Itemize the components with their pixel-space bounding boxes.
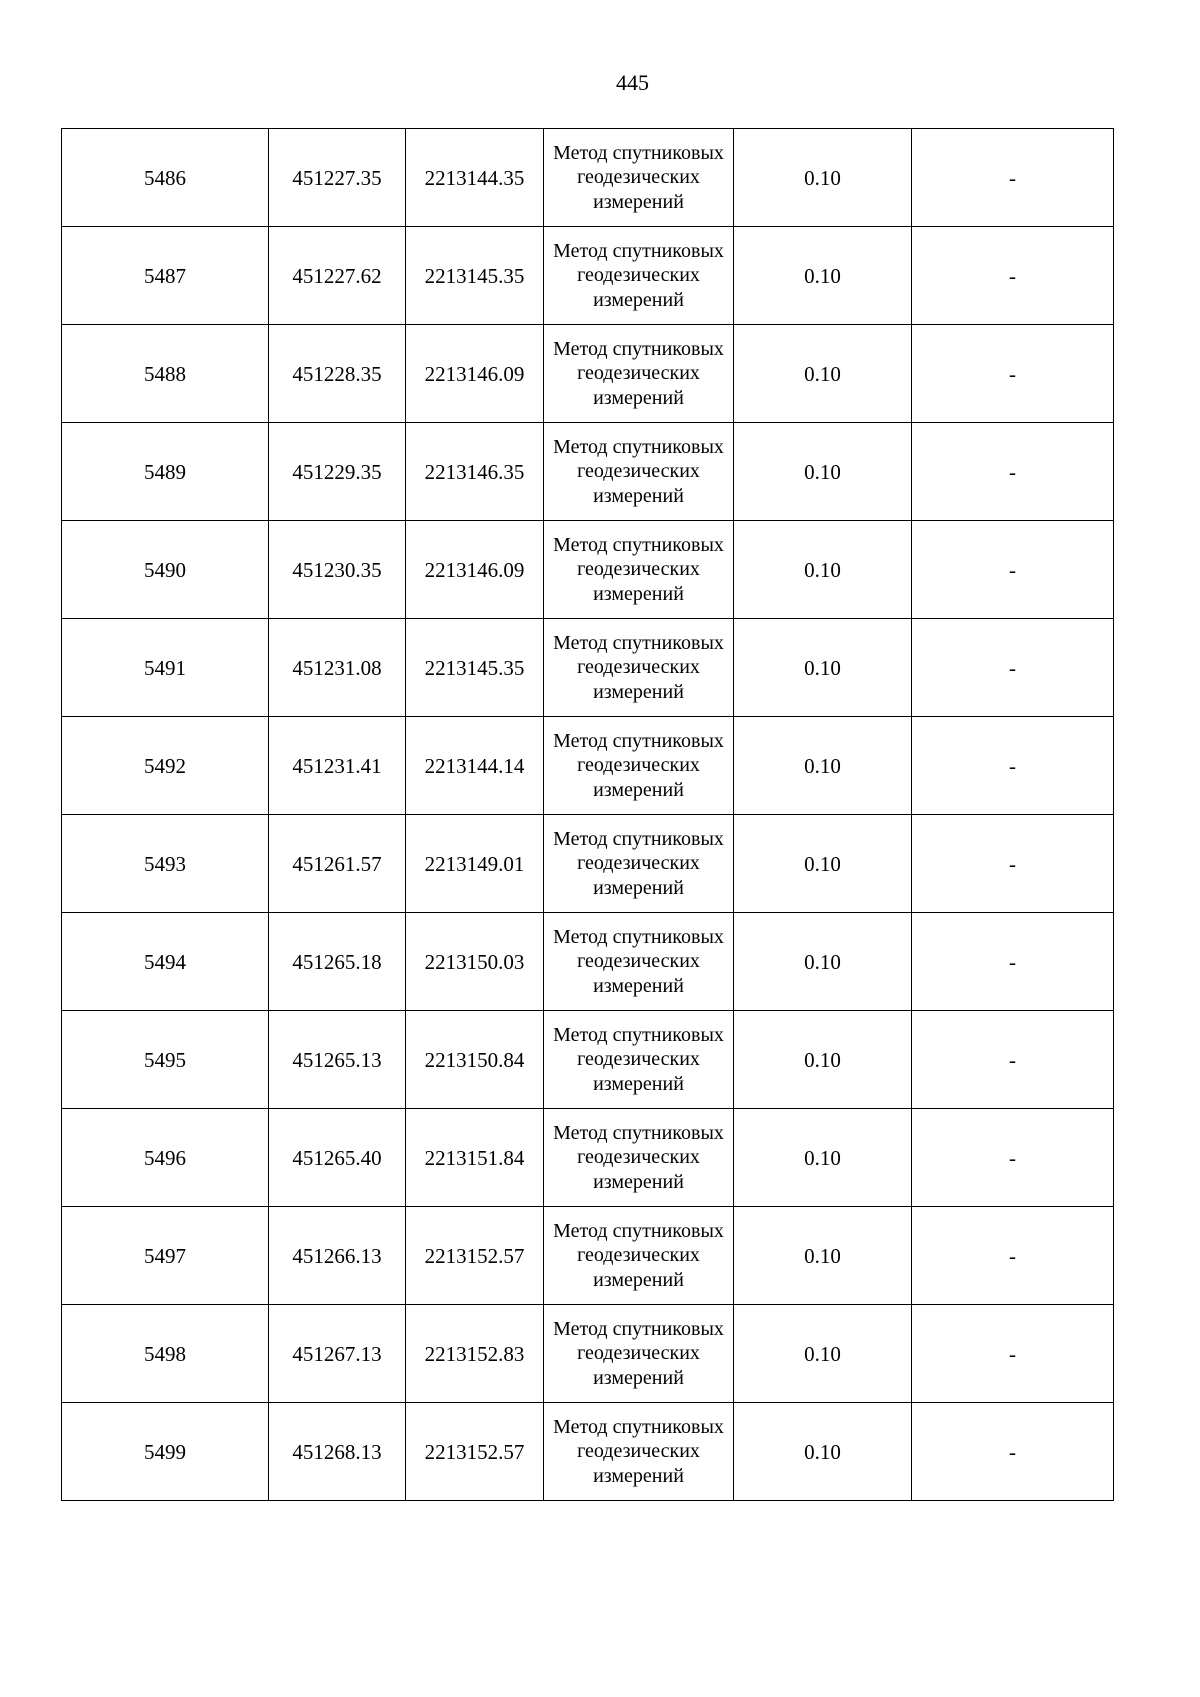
- point-number-cell: 5487: [62, 227, 269, 325]
- note-cell: -: [912, 227, 1114, 325]
- accuracy-cell: 0.10: [734, 1207, 912, 1305]
- point-number-cell: 5492: [62, 717, 269, 815]
- method-cell: Метод спутниковых геодезических измерений: [544, 423, 734, 521]
- method-cell: Метод спутниковых геодезических измерений: [544, 1403, 734, 1501]
- note-cell: -: [912, 619, 1114, 717]
- y-coordinate-cell: 2213152.57: [406, 1207, 544, 1305]
- note-cell: -: [912, 1011, 1114, 1109]
- accuracy-cell: 0.10: [734, 815, 912, 913]
- x-coordinate-cell: 451265.40: [269, 1109, 406, 1207]
- x-coordinate-cell: 451268.13: [269, 1403, 406, 1501]
- point-number-cell: 5489: [62, 423, 269, 521]
- point-number-cell: 5490: [62, 521, 269, 619]
- accuracy-cell: 0.10: [734, 717, 912, 815]
- table-row: [62, 1207, 1114, 1305]
- point-number-cell: 5494: [62, 913, 269, 1011]
- accuracy-cell: 0.10: [734, 913, 912, 1011]
- accuracy-cell: 0.10: [734, 1109, 912, 1207]
- note-cell: -: [912, 325, 1114, 423]
- point-number-cell: 5488: [62, 325, 269, 423]
- x-coordinate-cell: 451227.35: [269, 129, 406, 227]
- table-row: [62, 521, 1114, 619]
- table-row: [62, 1403, 1114, 1501]
- point-number-cell: 5498: [62, 1305, 269, 1403]
- accuracy-cell: 0.10: [734, 1011, 912, 1109]
- y-coordinate-cell: 2213144.14: [406, 717, 544, 815]
- method-cell: Метод спутниковых геодезических измерений: [544, 619, 734, 717]
- accuracy-cell: 0.10: [734, 619, 912, 717]
- note-cell: -: [912, 129, 1114, 227]
- point-number-cell: 5493: [62, 815, 269, 913]
- note-cell: -: [912, 423, 1114, 521]
- y-coordinate-cell: 2213152.57: [406, 1403, 544, 1501]
- x-coordinate-cell: 451266.13: [269, 1207, 406, 1305]
- x-coordinate-cell: 451261.57: [269, 815, 406, 913]
- point-number-cell: 5491: [62, 619, 269, 717]
- accuracy-cell: 0.10: [734, 129, 912, 227]
- method-cell: Метод спутниковых геодезических измерений: [544, 1207, 734, 1305]
- table-row: [62, 619, 1114, 717]
- x-coordinate-cell: 451227.62: [269, 227, 406, 325]
- x-coordinate-cell: 451229.35: [269, 423, 406, 521]
- accuracy-cell: 0.10: [734, 521, 912, 619]
- note-cell: -: [912, 913, 1114, 1011]
- y-coordinate-cell: 2213146.35: [406, 423, 544, 521]
- x-coordinate-cell: 451231.41: [269, 717, 406, 815]
- method-cell: Метод спутниковых геодезических измерений: [544, 521, 734, 619]
- accuracy-cell: 0.10: [734, 1305, 912, 1403]
- x-coordinate-cell: 451231.08: [269, 619, 406, 717]
- y-coordinate-cell: 2213150.03: [406, 913, 544, 1011]
- note-cell: -: [912, 1207, 1114, 1305]
- table-row: [62, 1305, 1114, 1403]
- x-coordinate-cell: 451265.13: [269, 1011, 406, 1109]
- x-coordinate-cell: 451265.18: [269, 913, 406, 1011]
- method-cell: Метод спутниковых геодезических измерений: [544, 913, 734, 1011]
- table-row: [62, 129, 1114, 227]
- method-cell: Метод спутниковых геодезических измерений: [544, 717, 734, 815]
- point-number-cell: 5496: [62, 1109, 269, 1207]
- table-row: [62, 227, 1114, 325]
- method-cell: Метод спутниковых геодезических измерений: [544, 815, 734, 913]
- point-number-cell: 5495: [62, 1011, 269, 1109]
- x-coordinate-cell: 451230.35: [269, 521, 406, 619]
- y-coordinate-cell: 2213145.35: [406, 619, 544, 717]
- accuracy-cell: 0.10: [734, 227, 912, 325]
- y-coordinate-cell: 2213149.01: [406, 815, 544, 913]
- table-row: [62, 1109, 1114, 1207]
- accuracy-cell: 0.10: [734, 1403, 912, 1501]
- table-row: [62, 913, 1114, 1011]
- point-number-cell: 5499: [62, 1403, 269, 1501]
- coordinates-table-body: [62, 129, 1114, 1501]
- coordinates-table: [61, 128, 1114, 1501]
- note-cell: -: [912, 1305, 1114, 1403]
- note-cell: -: [912, 717, 1114, 815]
- y-coordinate-cell: 2213151.84: [406, 1109, 544, 1207]
- method-cell: Метод спутниковых геодезических измерений: [544, 1305, 734, 1403]
- table-row: [62, 325, 1114, 423]
- method-cell: Метод спутниковых геодезических измерений: [544, 227, 734, 325]
- x-coordinate-cell: 451228.35: [269, 325, 406, 423]
- point-number-cell: 5497: [62, 1207, 269, 1305]
- table-row: [62, 717, 1114, 815]
- table-row: [62, 1011, 1114, 1109]
- method-cell: Метод спутниковых геодезических измерений: [544, 1109, 734, 1207]
- note-cell: -: [912, 1403, 1114, 1501]
- page-number: 445: [616, 70, 649, 95]
- note-cell: -: [912, 1109, 1114, 1207]
- table-row: [62, 815, 1114, 913]
- y-coordinate-cell: 2213150.84: [406, 1011, 544, 1109]
- method-cell: Метод спутниковых геодезических измерений: [544, 325, 734, 423]
- y-coordinate-cell: 2213146.09: [406, 325, 544, 423]
- accuracy-cell: 0.10: [734, 325, 912, 423]
- x-coordinate-cell: 451267.13: [269, 1305, 406, 1403]
- y-coordinate-cell: 2213146.09: [406, 521, 544, 619]
- method-cell: Метод спутниковых геодезических измерений: [544, 1011, 734, 1109]
- table-row: [62, 423, 1114, 521]
- y-coordinate-cell: 2213152.83: [406, 1305, 544, 1403]
- note-cell: -: [912, 521, 1114, 619]
- method-cell: Метод спутниковых геодезических измерений: [544, 129, 734, 227]
- y-coordinate-cell: 2213145.35: [406, 227, 544, 325]
- y-coordinate-cell: 2213144.35: [406, 129, 544, 227]
- point-number-cell: 5486: [62, 129, 269, 227]
- note-cell: -: [912, 815, 1114, 913]
- accuracy-cell: 0.10: [734, 423, 912, 521]
